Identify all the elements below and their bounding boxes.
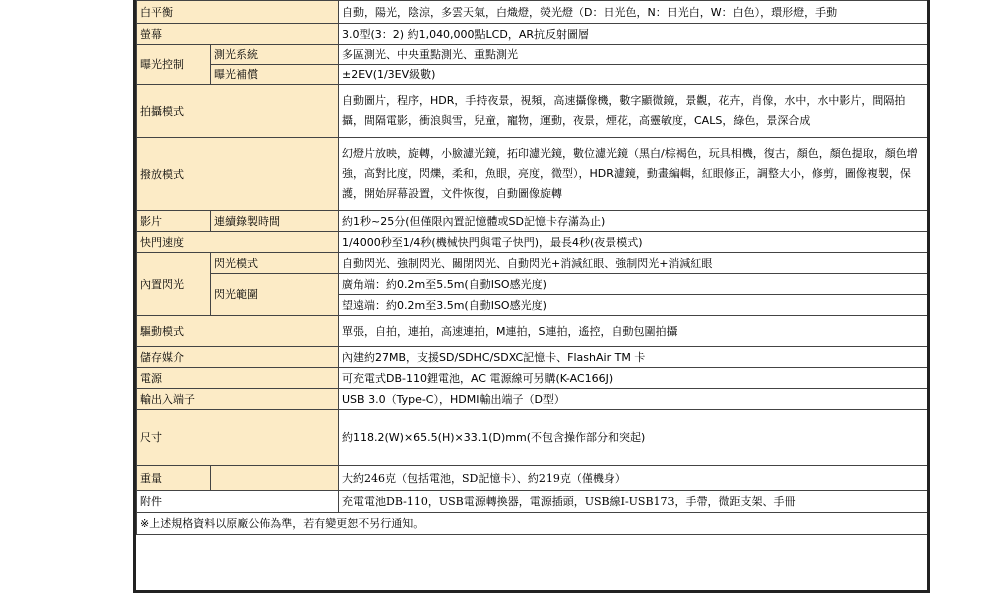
row-value-flash-range-wide: 廣角端：約0.2m至5.5m(自動ISO感光度) [339,274,931,295]
row-label-playback-mode: 撥放模式 [137,138,339,211]
row-value-white-balance: 自動，陽光，陰涼，多雲天氣，白熾燈，熒光燈（D：日光色，N：日光白，W：白色），環形燈，手動 [339,1,931,24]
table-row [137,24,931,45]
table-row [137,253,931,274]
spec-table [136,0,930,535]
row-label-accessories: 附件 [137,491,339,513]
table-row [137,513,931,535]
table-row [137,347,931,368]
row-value-exposure-comp: ±2EV(1/3EV級數) [339,65,931,85]
table-row [137,316,931,347]
table-row [137,410,931,466]
row-value-recording-time: 約1秒~25分(但僅限內置記憶體或SD記憶卡存滿為止) [339,211,931,232]
row-sublabel-metering: 測光系統 [211,45,339,65]
table-row [137,85,931,138]
row-value-flash-range-tele: 望遠端：約0.2m至3.5m(自動ISO感光度) [339,295,931,316]
row-label-flash: 內置閃光 [137,253,211,316]
table-row [137,368,931,389]
row-label-exposure: 曝光控制 [137,45,211,85]
row-value-accessories: 充電電池DB-110，USB電源轉換器，電源插頭，USB線I-USB173，手帶，微距支架、手冊 [339,491,931,513]
row-value-metering: 多區測光、中央重點測光、重點測光 [339,45,931,65]
row-label-power: 電源 [137,368,339,389]
row-value-shutter: 1/4000秒至1/4秒(機械快門與電子快門)，最長4秒(夜景模式) [339,232,931,253]
row-label-size: 尺寸 [137,410,339,466]
table-row [137,466,931,491]
table-row [137,1,931,24]
row-value-storage: 內建約27MB，支援SD/SDHC/SDXC記憶卡、FlashAir TM 卡 [339,347,931,368]
spec-table-frame [133,0,930,593]
table-row [137,45,931,65]
table-row [137,274,931,295]
table-row [137,65,931,85]
row-label-storage: 儲存媒介 [137,347,339,368]
table-row [137,491,931,513]
row-label-shutter: 快門速度 [137,232,339,253]
row-value-drive-mode: 單張，自拍，連拍，高速連拍，M連拍，S連拍，遙控，自動包圍拍攝 [339,316,931,347]
row-value-playback-mode: 幻燈片放映，旋轉，小臉濾光鏡，拓印濾光鏡，數位濾光鏡（黑白/棕褐色，玩具相機，復古，顏色，顏色提取，顏色增強，高對比度，閃爍，柔和，魚眼，亮度，微型），HDR濾鏡，動畫編輯，紅眼修正，調整大小，修剪，圖像複製，保護，開始屏幕設置，文件恢復，自動圖像旋轉 [339,138,931,211]
row-sublabel-flash-mode: 閃光模式 [211,253,339,274]
row-value-monitor: 3.0型(3：2) 約1,040,000點LCD，AR抗反射圖層 [339,24,931,45]
row-value-shooting-mode: 自動圖片，程序，HDR，手持夜景，視頻，高速攝像機，數字顯微鏡，景觀，花卉，肖像，水中，水中影片，間隔拍攝，間隔電影，衝浪與雪，兒童，寵物，運動，夜景，煙花，高靈敏度，CALS，綠色，景深合成 [339,85,931,138]
row-value-io: USB 3.0（Type-C），HDMI輸出端子（D型） [339,389,931,410]
row-sublabel-exposure-comp: 曝光補償 [211,65,339,85]
table-row [137,211,931,232]
row-label-movie: 影片 [137,211,211,232]
table-row [137,138,931,211]
table-row [137,232,931,253]
footnote: ※上述規格資料以原廠公佈為準，若有變更恕不另行通知。 [137,513,931,535]
row-label-shooting-mode: 拍攝模式 [137,85,339,138]
row-sublabel-flash-range: 閃光範圍 [211,274,339,316]
row-label-white-balance: 白平衡 [137,1,339,24]
row-label-drive-mode: 驅動模式 [137,316,339,347]
row-value-size: 約118.2(W)×65.5(H)×33.1(D)mm(不包含操作部分和突起) [339,410,931,466]
row-label-weight: 重量 [137,466,211,491]
row-sublabel-recording-time: 連續錄製時間 [211,211,339,232]
table-row [137,389,931,410]
row-value-power: 可充電式DB-110鋰電池，AC 電源線可另購(K-AC166J) [339,368,931,389]
row-label-io: 輸出入端子 [137,389,339,410]
row-value-weight: 大約246克（包括電池，SD記憶卡）、約219克（僅機身） [339,466,931,491]
row-label-monitor: 螢幕 [137,24,339,45]
row-sublabel-weight-empty [211,466,339,491]
row-value-flash-mode: 自動閃光、強制閃光、關閉閃光、自動閃光+消減紅眼、強制閃光+消減紅眼 [339,253,931,274]
